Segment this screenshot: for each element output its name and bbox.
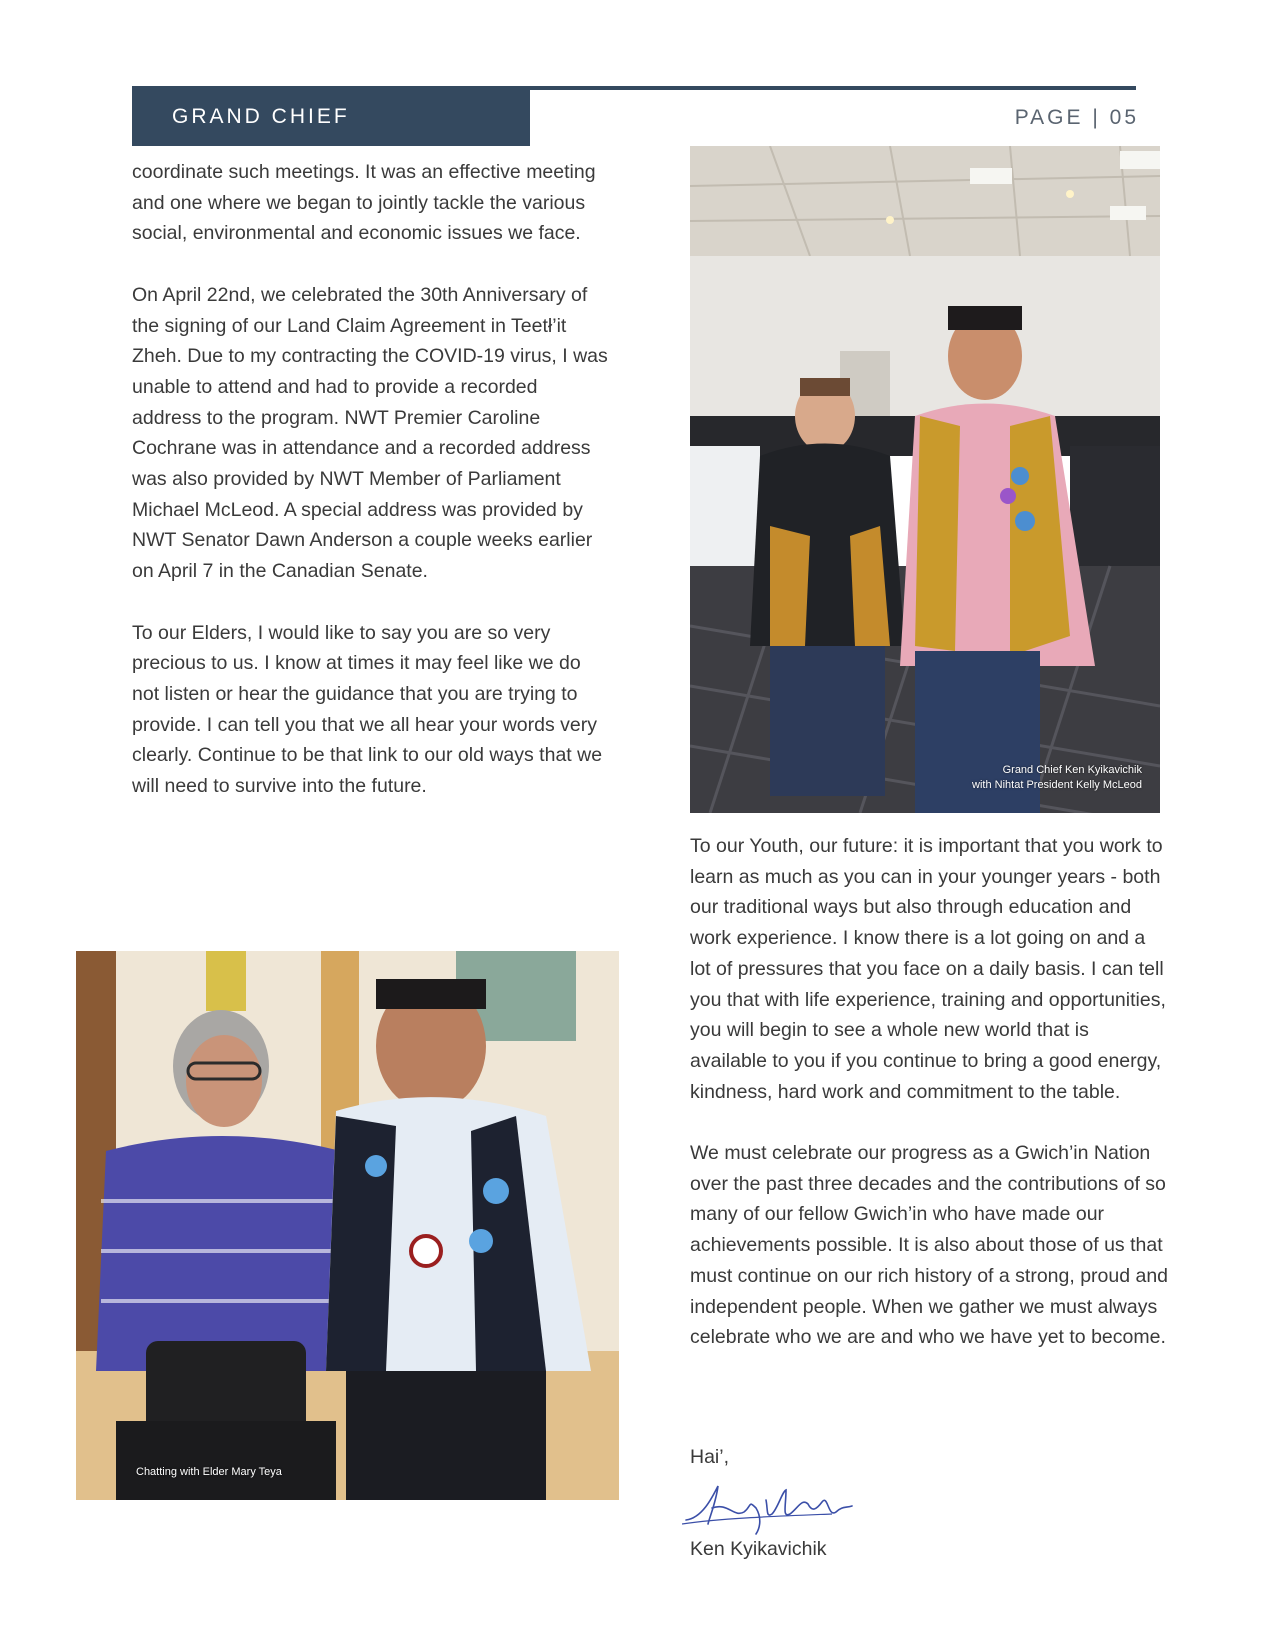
paragraph: coordinate such meetings. It was an effective meeting and one where we began to jointly tackle the various social, environmental and economic issues we face. [132, 161, 596, 245]
photo-grand-chief-with-president [690, 146, 1160, 813]
paragraph: On April 22nd, we celebrated the 30th Anniversary of the signing of our Land Claim Agreement in Teetł’it Zheh. Due to my contracting the COVID-19 virus, I was unable to attend and had to provide a recorded address to the program. NWT Premier Caroline Cochrane was in attendance and a recorded address was also provided by NWT Member of Parliament Michael McLeod. A special address was provided by NWT Senator Dawn Anderson a couple weeks earlier on April 7 in the Canadian Senate. [132, 283, 608, 583]
paragraph: To our Youth, our future: it is important that you work to learn as much as you can in your younger years - both our traditional ways but also through education and work experience. I know there is a lot going on and a lot of pressures that you face on a daily basis. I can tell you that with life experience, training and opportunities, you will begin to see a whole new world that is available to you if you continue to bring a good energy, kindness, hard work and commitment to the table. [690, 835, 1166, 1103]
header-rule [530, 86, 1136, 90]
closing-salutation: Hai’, [690, 1446, 730, 1468]
photo-caption: Chatting with Elder Mary Teya [136, 1466, 282, 1478]
right-text-column [690, 831, 1170, 1384]
photo-elder-with-grand-chief [76, 951, 619, 1500]
left-text-column [132, 157, 612, 832]
page-number: PAGE | 05 [1014, 106, 1139, 129]
paragraph: We must celebrate our progress as a Gwich’in Nation over the past three decades and the contributions of so many of our fellow Gwich’in who have made our achievements possible. It is also about those of us that must continue on our rich history of a strong, proud and independent people. When we gather we must always celebrate who we are and who we have yet to become. [690, 1142, 1169, 1349]
signatory-name: Ken Kyikavichik [690, 1538, 827, 1560]
paragraph: To our Elders, I would like to say you are so very precious to us. I know at times it may feel like we do not listen or hear the guidance that you are trying to provide. I can tell you that we all hear your words very clearly. Continue to be that link to our old ways that we will need to survive into the future. [132, 621, 603, 798]
section-title: GRAND CHIEF [172, 105, 350, 128]
photo-caption: Grand Chief Ken Kyikavichik with Nihtat President Kelly McLeod [972, 764, 1142, 791]
handwritten-signature [682, 1478, 857, 1538]
